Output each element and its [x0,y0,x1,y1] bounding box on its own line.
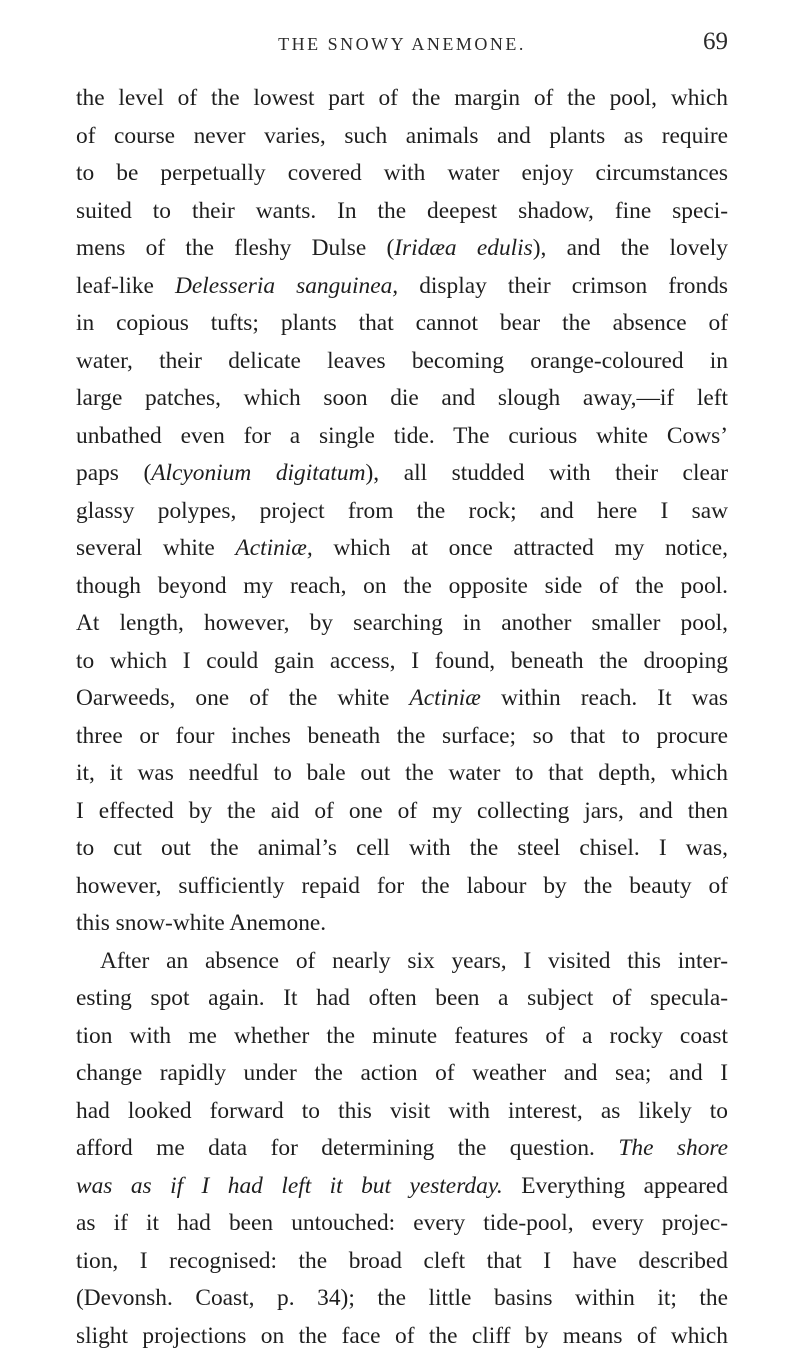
text-line: leaf-like Delesseria sanguinea, display their crimson fronds [76,268,728,306]
text-line: tion, I recognised: the broad cleft that I have described [76,1243,728,1281]
text-line: three or four inches beneath the surface; so that to procure [76,718,728,756]
text-line: esting spot again. It had often been a subject of specula- [76,980,728,1018]
italic-phrase: was as if I had left it but yesterday. [76,1173,503,1199]
text-line: suited to their wants. In the deepest shadow, fine speci- [76,193,728,231]
text-line: had looked forward to this visit with interest, as likely to [76,1093,728,1131]
text-line: however, sufficiently repaid for the labour by the beauty of [76,868,728,906]
species-name: Alcyonium digitatum [151,460,365,486]
text-line: At length, however, by searching in another smaller pool, [76,605,728,643]
text-line: the level of the lowest part of the margin of the pool, which [76,80,728,118]
species-name: Delesseria sanguinea, [175,273,398,299]
species-name: Actiniæ [409,685,480,711]
text-line: several white Actiniæ, which at once attracted my notice, [76,530,728,568]
text-line: (Devonsh. Coast, p. 34); the little basins within it; the [76,1280,728,1318]
species-name: Iridæa edulis [394,235,533,261]
text-line: glassy polypes, project from the rock; and here I saw [76,493,728,531]
text-line: was as if I had left it but yesterday. Everything appeared [76,1168,728,1206]
text-line: tion with me whether the minute features of a rocky coast [76,1018,728,1056]
text-line: change rapidly under the action of weather and sea; and I [76,1055,728,1093]
text-line: to be perpetually covered with water enjoy circumstances [76,155,728,193]
text-line: as if it had been untouched: every tide-pool, every projec- [76,1205,728,1243]
text-line: unbathed even for a single tide. The curious white Cows’ [76,418,728,456]
text-line: water, their delicate leaves becoming orange-coloured in [76,343,728,381]
text-line: it, it was needful to bale out the water to that depth, which [76,755,728,793]
text-line: mens of the fleshy Dulse (Iridæa edulis), and the lovely [76,230,728,268]
italic-phrase: The shore [618,1135,728,1161]
text-line: though beyond my reach, on the opposite side of the pool. [76,568,728,606]
text-line: slight projections on the face of the cliff by means of which [76,1318,728,1355]
text-line: of course never varies, such animals and plants as require [76,118,728,156]
text-line: large patches, which soon die and slough away,—if left [76,380,728,418]
text-line: Oarweeds, one of the white Actiniæ within reach. It was [76,680,728,718]
text-line: paps (Alcyonium digitatum), all studded with their clear [76,455,728,493]
running-head [76,28,728,56]
running-title: THE SNOWY ANEMONE. [76,34,728,55]
text-line: I effected by the aid of one of my collecting jars, and then [76,793,728,831]
text-line: After an absence of nearly six years, I visited this inter- [76,943,728,981]
text-line: in copious tufts; plants that cannot bear the absence of [76,305,728,343]
body-text [76,80,728,1355]
text-line: to which I could gain access, I found, beneath the drooping [76,643,728,681]
page-number: 69 [703,28,728,56]
text-line: this snow-white Anemone. [76,905,728,943]
text-line: afford me data for determining the question. The shore [76,1130,728,1168]
species-name: Actiniæ, [235,535,312,561]
text-line: to cut out the animal’s cell with the steel chisel. I was, [76,830,728,868]
